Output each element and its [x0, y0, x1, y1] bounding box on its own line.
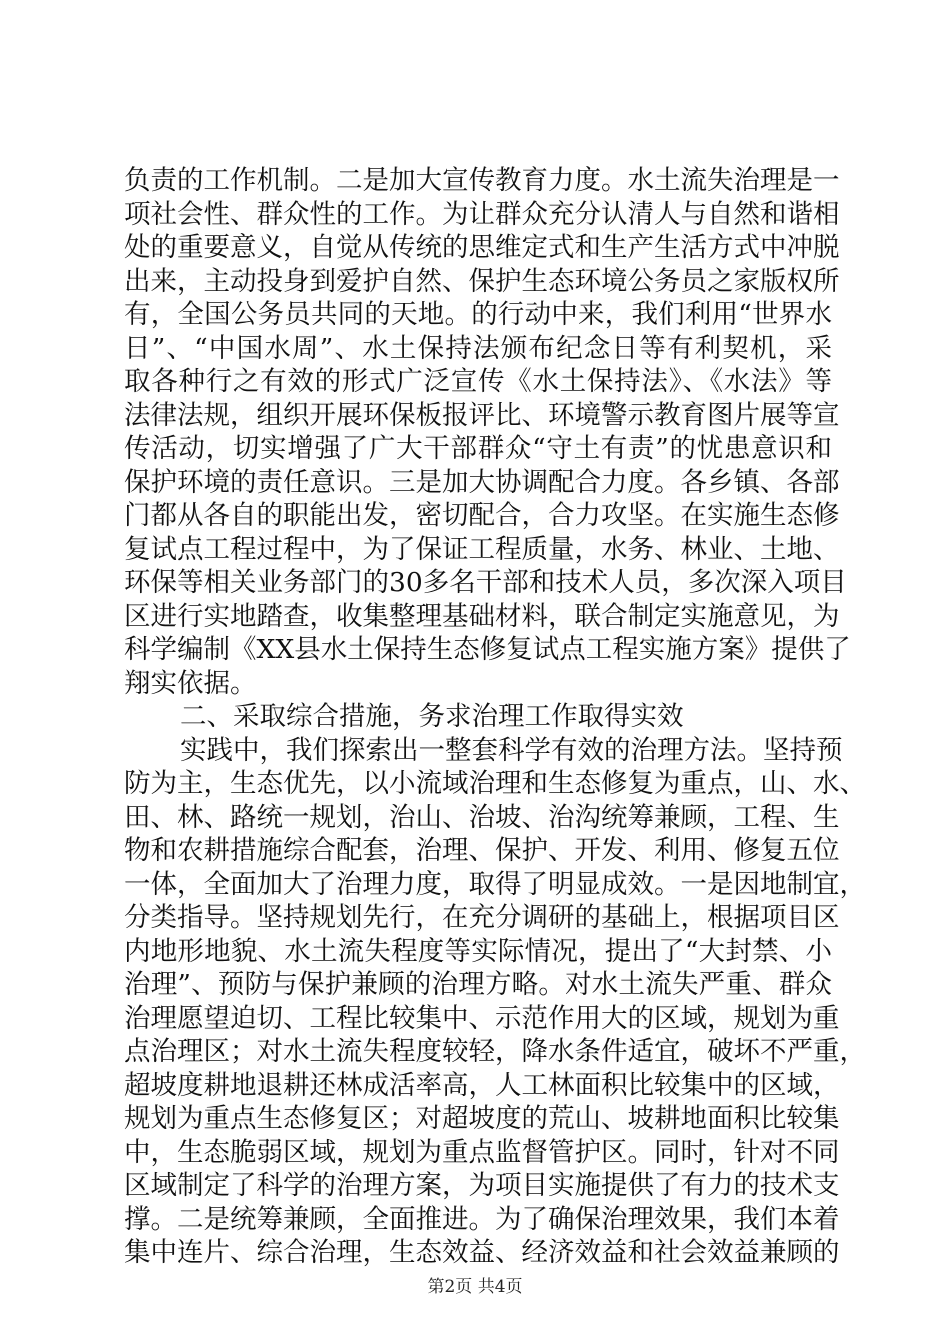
- text-line: 门都从各自的职能出发，密切配合，合力攻坚。在实施生态修: [124, 500, 840, 531]
- text-line: 环保等相关业务部门的30多名干部和技术人员，多次深入项目: [124, 567, 847, 598]
- text-line: 传活动，切实增强了广大干部群众“守土有责”的忧患意识和: [124, 433, 832, 464]
- text-line: 物和农耕措施综合配套，治理、保护、开发、利用、修复五位: [124, 835, 840, 866]
- text-line: 区域制定了科学的治理方案，为项目实施提供了有力的技术支: [124, 1170, 840, 1201]
- section-heading: 二、采取综合措施，务求治理工作取得实效: [180, 701, 684, 732]
- text-line: 取各种行之有效的形式广泛宣传《水土保持法》、《水法》等: [124, 366, 832, 397]
- document-body: [124, 164, 866, 1270]
- text-line: 中，生态脆弱区域，规划为重点监督管护区。同时，针对不同: [124, 1136, 840, 1168]
- text-line: 有，全国公务员共同的天地。的行动中来，我们利用“世界水: [124, 299, 832, 330]
- text-line: 治理愿望迫切、工程比较集中、示范作用大的区域，规划为重: [124, 1002, 840, 1034]
- text-line: 治理”、预防与保护兼顾的治理方略。对水土流失严重、群众: [124, 969, 832, 1000]
- text-line: 法律法规，组织开展环保板报评比、环境警示教育图片展等宣: [124, 399, 840, 431]
- text-line: 区进行实地踏查，收集整理基础材料，联合制定实施意见，为: [124, 600, 840, 632]
- text-line: 超坡度耕地退耕还林成活率高，人工林面积比较集中的区域，: [124, 1069, 840, 1101]
- text-line: 分类指导。坚持规划先行，在充分调研的基础上，根据项目区: [124, 902, 840, 933]
- text-line: 点治理区；对水土流失程度较轻，降水条件适宜，破坏不严重，: [124, 1036, 866, 1067]
- text-line: 内地形地貌、水土流失程度等实际情况，提出了“大封禁、小: [124, 935, 832, 967]
- text-line: 撑。二是统筹兼顾，全面推进。为了确保治理效果，我们本着: [124, 1203, 840, 1235]
- text-line: 田、林、路统一规划，治山、治坡、治沟统筹兼顾，工程、生: [124, 801, 840, 833]
- text-line: 保护环境的责任意识。三是加大协调配合力度。各乡镇、各部: [124, 466, 840, 498]
- text-line: 一体，全面加大了治理力度，取得了明显成效。一是因地制宜，: [124, 868, 866, 900]
- text-line: 规划为重点生态修复区；对超坡度的荒山、坡耕地面积比较集: [124, 1103, 840, 1134]
- text-line: 处的重要意义，自觉从传统的思维定式和生产生活方式中冲脱: [124, 232, 840, 263]
- text-line: 实践中，我们探索出一整套科学有效的治理方法。坚持预: [180, 734, 843, 766]
- page-number: 第2页 共4页: [427, 1277, 523, 1297]
- text-line: 翔实依据。: [124, 667, 257, 699]
- text-line: 出来，主动投身到爱护自然、保护生态环境公务员之家版权所: [124, 265, 840, 297]
- text-line: 集中连片、综合治理，生态效益、经济效益和社会效益兼顾的: [124, 1237, 840, 1268]
- text-line: 复试点工程过程中，为了保证工程质量，水务、林业、土地、: [124, 533, 840, 565]
- text-line: 项社会性、群众性的工作。为让群众充分认清人与自然和谐相: [124, 198, 840, 230]
- text-line: 科学编制《XX县水土保持生态修复试点工程实施方案》提供了: [124, 634, 851, 665]
- text-line: 防为主，生态优先，以小流域治理和生态修复为重点，山、水、: [124, 768, 866, 799]
- text-line: 日”、“中国水周”、水土保持法颁布纪念日等有利契机，采: [124, 332, 832, 364]
- text-line: 负责的工作机制。二是加大宣传教育力度。水土流失治理是一: [124, 165, 840, 196]
